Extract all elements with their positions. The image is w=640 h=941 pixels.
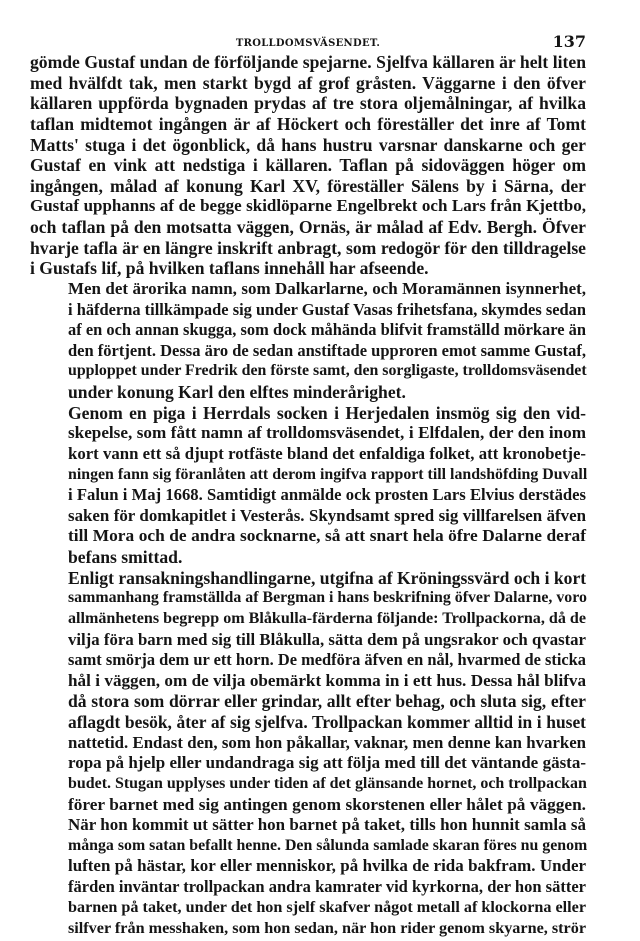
- text-line: förer barnet med sig antingen genom skorstenen eller hålet på väggen.: [68, 794, 586, 814]
- text-line: allmänhetens begrepp om Blåkulla-färderna följande: Trollpackorna, då de: [68, 609, 586, 627]
- body-text: [30, 52, 586, 939]
- text-line: hvarje tafla är en längre inskrift anbragt, som redogör för den tilldragelse: [30, 237, 586, 258]
- running-head: [30, 26, 586, 52]
- text-line: sammanhang framställda af Bergman i hans beskrifning öfver Dalarne, voro: [68, 589, 587, 607]
- paragraph: [30, 568, 586, 939]
- text-line: med hvälfdt tak, men starkt bygd af grof gråsten. Väggarne i den öfver: [30, 72, 586, 93]
- text-line: kort vann ett så djupt rotfäste bland det enfaldiga folket, att kronobetje-: [68, 443, 586, 463]
- text-line: af en och annan skugga, som dock måhända blifvit framställd mörkare än: [68, 320, 586, 340]
- text-line: Enligt ransakningshandlingarne, utgifna af Kröningssvärd och i kort: [68, 567, 587, 588]
- text-line: upploppet under Fredrik den förste samt, den sorgligaste, trolldomsväsendet: [68, 362, 587, 380]
- page-number: 137: [552, 32, 586, 51]
- text-line: många som satan befallt henne. Den sålunda samlade skaran föres nu genom: [68, 836, 588, 854]
- paragraph: [30, 279, 586, 403]
- text-line: hål i väggen, om de vilja obemärkt komma in i ett hus. Dessa hål blifva: [68, 670, 586, 690]
- text-line: taflan midtemot ingången är af Höckert och föreställer det inre af Tomt: [30, 113, 586, 134]
- text-line: Genom en piga i Herrdals socken i Herjedalen insmög sig den vid-: [68, 402, 586, 423]
- text-line: då stora som dörrar eller grindar, allt efter behag, och sluta sig, efter: [68, 691, 586, 712]
- running-title: TROLLDOMSVÄSENDET.: [235, 38, 381, 49]
- text-line: i Gustafs lif, på hvilken taflans innehåll har afseende.: [30, 258, 429, 279]
- paragraph: [30, 52, 586, 279]
- text-line: till Mora och de andra socknarne, så att snart hela öfre Dalarne deraf: [68, 526, 586, 546]
- text-line: i häfderna tillkämpade sig under Gustaf Vasas frihetsfana, skymdes sedan: [68, 299, 586, 319]
- text-line: aflagdt besök, åter af sig sjelfva. Trollpackan kommer alltid in i huset: [68, 712, 586, 732]
- text-line: färden inväntar trollpackan andra kamrater vid kyrkorna, der hon sätter: [68, 877, 586, 896]
- text-line: samt smörja dem ur ett horn. De medföra äfven en nål, hvarmed de sticka: [68, 650, 586, 670]
- text-line: Gustaf upphanns af de begge skidlöparne Engelbrekt och Lars från Kjettbo,: [30, 196, 586, 216]
- text-line: När hon kommit ut sätter hon barnet på taket, tills hon hunnit samla så: [68, 815, 586, 835]
- text-line: gömde Gustaf undan de förföljande spejarne. Sjelfva källaren är helt liten: [30, 52, 586, 72]
- text-line: och taflan på den motsatta väggen, Ornäs, är målad af Edv. Bergh. Öfver: [30, 217, 586, 237]
- text-line: den förtjent. Dessa äro de sedan anstiftade upproren emot samme Gustaf,: [68, 340, 586, 360]
- text-line: barnen på taket, under det hon sjelf skafver något metall af klockorna eller: [68, 898, 586, 916]
- text-line: befans smittad.: [68, 547, 183, 567]
- text-line: budet. Stugan upplyses under tiden af det glänsande hornet, och trollpackan: [68, 774, 587, 792]
- text-line: vilja föra barn med sig till Blåkulla, sätta dem på ungsrakor och qvastar: [68, 629, 586, 649]
- text-line: ningen fann sig föranlåten att derom ingifva rapport till landshöfding Duvall: [68, 465, 588, 483]
- text-line: Matts' stuga i det ögonblick, då hans hustru varsnar danskarne och ger: [30, 134, 586, 155]
- text-line: Gustaf en vink att nedstiga i källaren. Taflan på sidoväggen höger om: [30, 155, 586, 176]
- text-line: under konung Karl den elftes minderårighet.: [68, 382, 406, 402]
- text-line: skepelse, som fått namn af trolldomsväsendet, i Elfdalen, der den inom: [68, 423, 586, 443]
- text-line: källaren uppförda bygnaden prydas af tre stora oljemålningar, af hvilka: [30, 93, 586, 114]
- text-line: Men det ärorika namn, som Dalkarlarne, och Moramännen isynnerhet,: [68, 278, 586, 298]
- text-line: ingången, målad af konung Karl XV, föreställer Sälens by i Särna, der: [30, 175, 586, 196]
- book-page: [30, 26, 586, 939]
- text-line: silfver från messhaken, som hon sedan, när hon rider genom skyarne, strör: [68, 919, 587, 938]
- paragraph: [30, 403, 586, 568]
- text-line: saken för domkapitlet i Vesterås. Skyndsamt spred sig villfarelsen äfven: [68, 505, 586, 525]
- text-line: nattetid. Endast den, som hon påkallar, vaknar, men denne kan hvarken: [68, 732, 586, 752]
- text-line: i Falun i Maj 1668. Samtidigt anmälde ock prosten Lars Elvius derstädes: [68, 485, 586, 505]
- text-line: luften på hästar, kor eller menniskor, på hvilka de rida bakfram. Under: [68, 856, 586, 876]
- text-line: ropa på hjelp eller undandraga sig att följa med till det väntande gästa-: [68, 753, 586, 773]
